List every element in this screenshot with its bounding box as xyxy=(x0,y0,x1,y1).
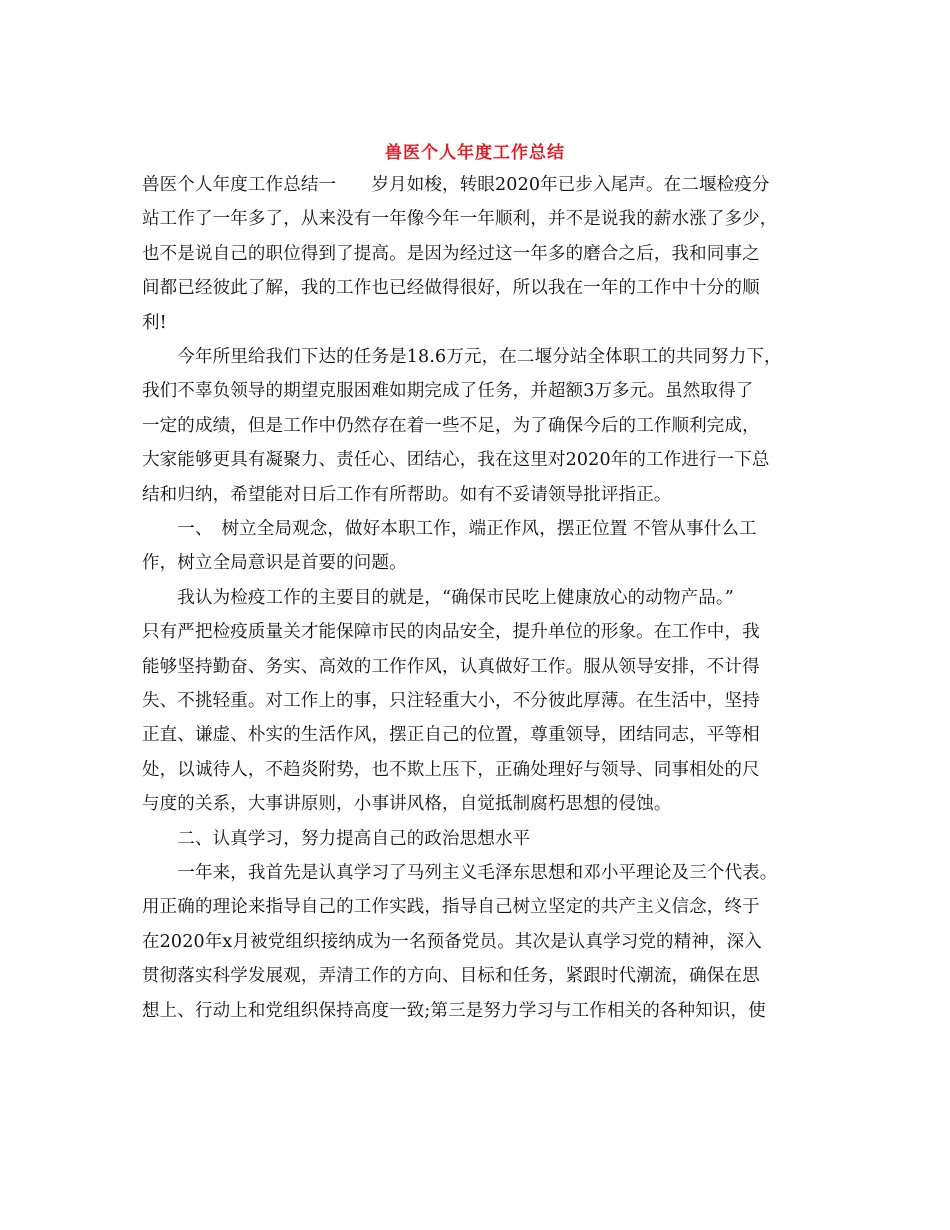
paragraph-line: 处，以诚待人，不趋炎附势，也不欺上压下，正确处理好与领导、同事相处的尺 xyxy=(142,759,760,780)
paragraph-line: 想上、行动上和党组织保持高度一致;第三是努力学习与工作相关的各种知识，使 xyxy=(142,1000,766,1021)
paragraph-line: 间都已经彼此了解，我的工作也已经做得很好，所以我在一年的工作中十分的顺 xyxy=(142,278,760,299)
paragraph-line: 在2020年x月被党组织接纳成为一名预备党员。其次是认真学习党的精神，深入 xyxy=(142,931,762,952)
paragraph-line: 能够坚持勤奋、务实、高效的工作作风，认真做好工作。服从领导安排，不计得 xyxy=(142,656,760,677)
paragraph-line: 失、不挑轻重。对工作上的事，只注轻重大小，不分彼此厚薄。在生活中，坚持 xyxy=(142,691,760,711)
paragraph-line: 一年来，我首先是认真学习了马列主义毛泽东思想和邓小平理论及三个代表。 xyxy=(142,863,778,883)
paragraph-line: 我们不辜负领导的期望克服困难如期完成了任务，并超额3万多元。虽然取得了 xyxy=(142,381,754,402)
paragraph-line: 贯彻落实科学发展观，弄清工作的方向、目标和任务，紧跟时代潮流，确保在思 xyxy=(142,966,760,987)
paragraph-line: 与度的关系，大事讲原则，小事讲风格，自觉抵制腐朽思想的侵蚀。 xyxy=(142,794,672,815)
paragraph-line: 我认为检疫工作的主要目的就是，“确保市民吃上健康放心的动物产品。” xyxy=(142,587,734,608)
paragraph-line: 二、认真学习，努力提高自己的政治思想水平 xyxy=(142,828,531,849)
paragraph-line: 用正确的理论来指导自己的工作实践，指导自己树立坚定的共产主义信念，终于 xyxy=(142,897,760,918)
paragraph-line: 一、 树立全局观念，做好本职工作，端正作风，摆正位置 不管从事什么工 xyxy=(142,519,757,539)
paragraph-line: 今年所里给我们下达的任务是18.6万元，在二堰分站全体职工的共同努力下， xyxy=(142,347,782,367)
paragraph-line: 利! xyxy=(142,312,167,333)
paragraph-line: 大家能够更具有凝聚力、责任心、团结心，我在这里对2020年的工作进行一下总 xyxy=(142,450,770,471)
paragraph-line: 一定的成绩，但是工作中仍然存在着一些不足，为了确保今后的工作顺利完成， xyxy=(142,415,760,436)
paragraph-line: 正直、谦虚、朴实的生活作风，摆正自己的位置，尊重领导，团结同志，平等相 xyxy=(142,725,760,746)
document-title: 兽医个人年度工作总结 xyxy=(385,143,565,163)
paragraph-line: 站工作了一年多了，从来没有一年像今年一年顺利，并不是说我的薪水涨了多少， xyxy=(142,209,778,230)
paragraph-line: 作，树立全局意识是首要的问题。 xyxy=(142,553,407,574)
paragraph-line: 兽医个人年度工作总结一 岁月如梭，转眼2020年已步入尾声。在二堰检疫分 xyxy=(142,175,770,195)
paragraph-line: 结和归纳，希望能对日后工作有所帮助。如有不妥请领导批评指正。 xyxy=(142,484,672,505)
paragraph-line: 只有严把检疫质量关才能保障市民的肉品安全，提升单位的形象。在工作中，我 xyxy=(142,622,760,643)
paragraph-line: 也不是说自己的职位得到了提高。是因为经过这一年多的磨合之后，我和同事之 xyxy=(142,243,760,264)
